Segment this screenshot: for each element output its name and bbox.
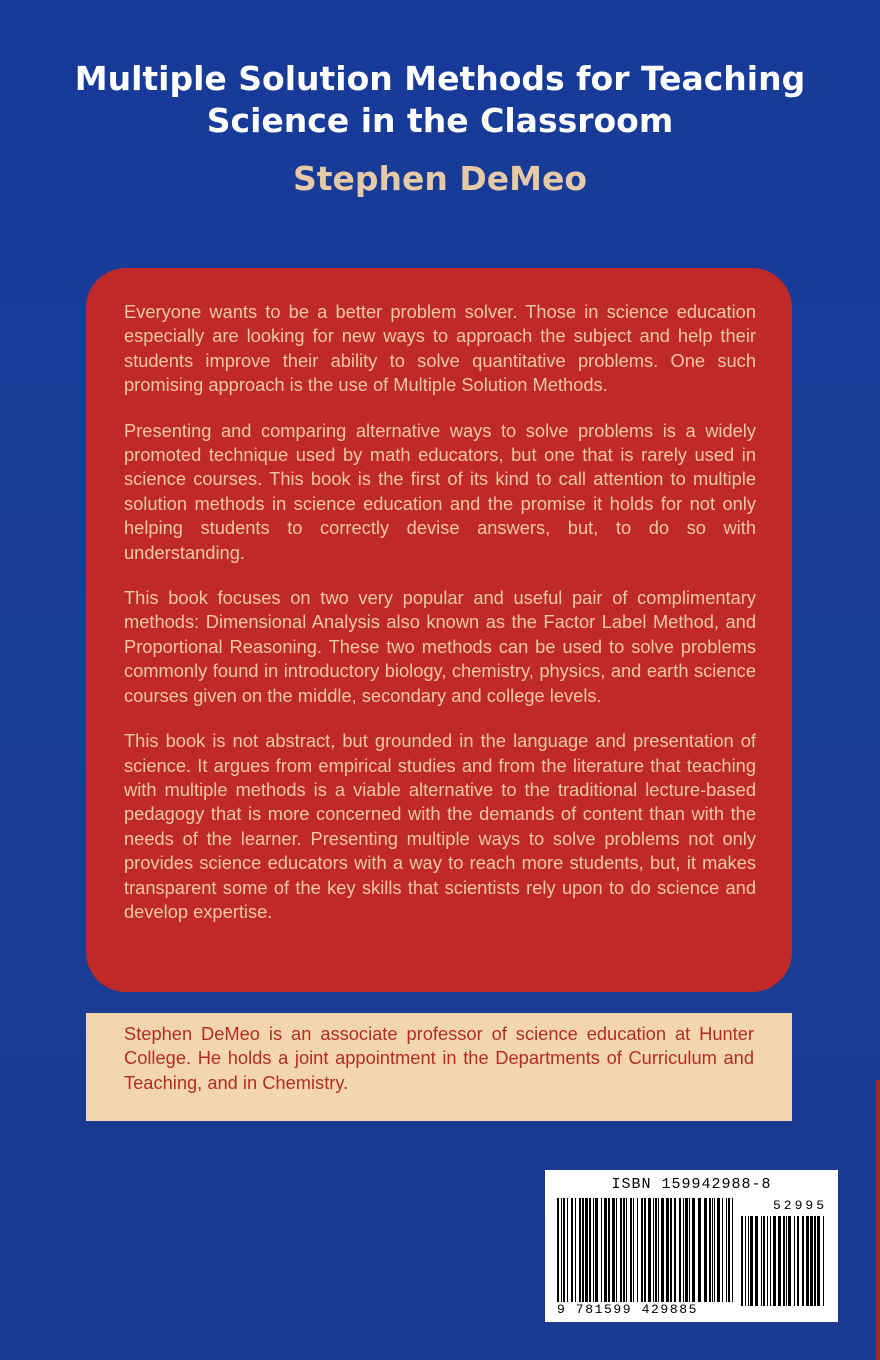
- barcode-bar: [770, 1216, 771, 1306]
- description-paragraph: Everyone wants to be a better problem solver. Those in science education especially are looking for new ways to approach the subject and help their students improve their ability to solve quantitative problems. One such promising approach is the use of Multiple Solution Methods.: [124, 301, 756, 396]
- barcode-bar: [783, 1216, 785, 1306]
- barcode-bar: [698, 1198, 701, 1304]
- barcode-bar: [689, 1198, 690, 1304]
- barcode-bar: [763, 1216, 765, 1306]
- isbn-label: ISBN 159942988-8: [611, 1176, 772, 1193]
- barcode-bar: [767, 1216, 768, 1306]
- barcode-bar: [726, 1198, 727, 1304]
- barcode-bar: [810, 1216, 813, 1306]
- barcode-bar: [567, 1198, 568, 1304]
- barcode-bar: [814, 1216, 816, 1306]
- barcode-bar: [722, 1198, 723, 1304]
- barcode-bar: [633, 1198, 634, 1304]
- barcode-bar: [823, 1216, 824, 1306]
- barcode-bar: [561, 1198, 562, 1304]
- barcode-bar: [589, 1198, 591, 1304]
- barcode-bar: [661, 1198, 664, 1304]
- barcode-bar: [745, 1216, 746, 1306]
- barcode-bar: [692, 1198, 695, 1304]
- isbn-barcode: [545, 1170, 838, 1322]
- barcode-bar: [748, 1216, 749, 1306]
- barcode-bar: [755, 1216, 758, 1306]
- barcode-bar: [579, 1198, 581, 1304]
- ean-barcode-bars: [557, 1198, 735, 1304]
- barcode-bar: [674, 1198, 676, 1304]
- description-box: [86, 268, 792, 992]
- barcode-bar: [714, 1198, 715, 1304]
- barcode-bar: [679, 1198, 681, 1304]
- barcode-bar: [750, 1216, 753, 1306]
- barcode-bar: [630, 1198, 632, 1304]
- price-addon-bars: [741, 1216, 827, 1306]
- barcode-bar: [685, 1198, 688, 1304]
- spine-edge: [876, 1080, 880, 1360]
- barcode-bar: [761, 1216, 762, 1306]
- barcode-bar: [802, 1216, 804, 1306]
- price-code: 52995: [772, 1198, 827, 1213]
- barcode-bar: [786, 1216, 787, 1306]
- barcode-bar: [575, 1198, 576, 1304]
- author-bio-box: [86, 1013, 792, 1121]
- barcode-bar: [817, 1216, 820, 1306]
- barcode-bar: [563, 1198, 565, 1304]
- barcode-bar: [670, 1198, 672, 1304]
- barcode-bar: [595, 1198, 598, 1304]
- barcode-bar: [585, 1198, 588, 1304]
- barcode-bar: [741, 1216, 743, 1306]
- description-paragraph: This book is not abstract, but grounded in the language and presentation of science. It argues from empirical studies and from the literature that teaching with multiple methods is a viable alternative to the traditional lecture-based pedagogy that is more concerned with the demands of content than with the needs of the learner. Presenting multiple ways to solve problems not only provides science educators with a way to reach more students, but, it makes transparent some of the key skills that scientists rely upon to do science and develop expertise.: [124, 730, 756, 922]
- barcode-bar: [644, 1198, 646, 1304]
- barcode-bar: [648, 1198, 651, 1304]
- ean-digits: 9 781599 429885: [557, 1302, 737, 1318]
- barcode-bar: [557, 1198, 559, 1304]
- barcode-bar: [773, 1216, 776, 1306]
- barcode-bar: [571, 1198, 573, 1304]
- barcode-bar: [788, 1216, 791, 1306]
- barcode-bar: [709, 1198, 711, 1304]
- book-author: Stephen DeMeo: [292, 159, 588, 198]
- barcode-bar: [717, 1198, 720, 1304]
- barcode-bar: [728, 1198, 730, 1304]
- barcode-bar: [616, 1198, 617, 1304]
- barcode-bar: [593, 1198, 594, 1304]
- barcode-bar: [626, 1198, 627, 1304]
- book-title: [40, 58, 840, 142]
- barcode-bar: [612, 1198, 615, 1304]
- barcode-bar: [794, 1216, 795, 1306]
- barcode-bar: [658, 1198, 659, 1304]
- barcode-bar: [653, 1198, 654, 1304]
- barcode-bar: [620, 1198, 622, 1304]
- barcode-bar: [712, 1198, 713, 1304]
- barcode-bar: [806, 1216, 809, 1306]
- book-title-line-1: Multiple Solution Methods for Teaching: [74, 59, 806, 98]
- barcode-bar: [637, 1198, 638, 1304]
- barcode-bar: [623, 1198, 625, 1304]
- barcode-bar: [683, 1198, 684, 1304]
- barcode-bar: [608, 1198, 610, 1304]
- barcode-bar: [704, 1198, 707, 1304]
- barcode-bar: [797, 1216, 799, 1306]
- book-title-line-2: Science in the Classroom: [206, 101, 674, 140]
- barcode-bar: [582, 1198, 584, 1304]
- barcode-bar: [655, 1198, 657, 1304]
- barcode-bar: [604, 1198, 607, 1304]
- description-paragraph: Presenting and comparing alternative ways to solve problems is a widely promoted technique used by math educators, but one that is rarely used in science courses. This book is the first of its kind to call attention to multiple solution methods in science education and the promise it holds for not only helping students to correctly devise answers, but, to do so with understanding.: [124, 419, 756, 563]
- barcode-bar: [641, 1198, 643, 1304]
- barcode-bar: [666, 1198, 669, 1304]
- barcode-bar: [778, 1216, 781, 1306]
- description-paragraph: This book focuses on two very popular and useful pair of complimentary methods: Dimensional Analysis also known as the Factor Label Method, and Proportional Reasoning. These two methods can be used to solve problems commonly found in introductory biology, chemistry, physics, and earth science courses given on the middle, secondary and college levels.: [124, 587, 756, 706]
- barcode-bar: [601, 1198, 602, 1304]
- author-bio-text: Stephen DeMeo is an associate professor of science education at Hunter College. He holds a joint appointment in the Departments of Curriculum and Teaching, and in Chemistry.: [124, 1023, 754, 1093]
- barcode-bar: [732, 1198, 733, 1304]
